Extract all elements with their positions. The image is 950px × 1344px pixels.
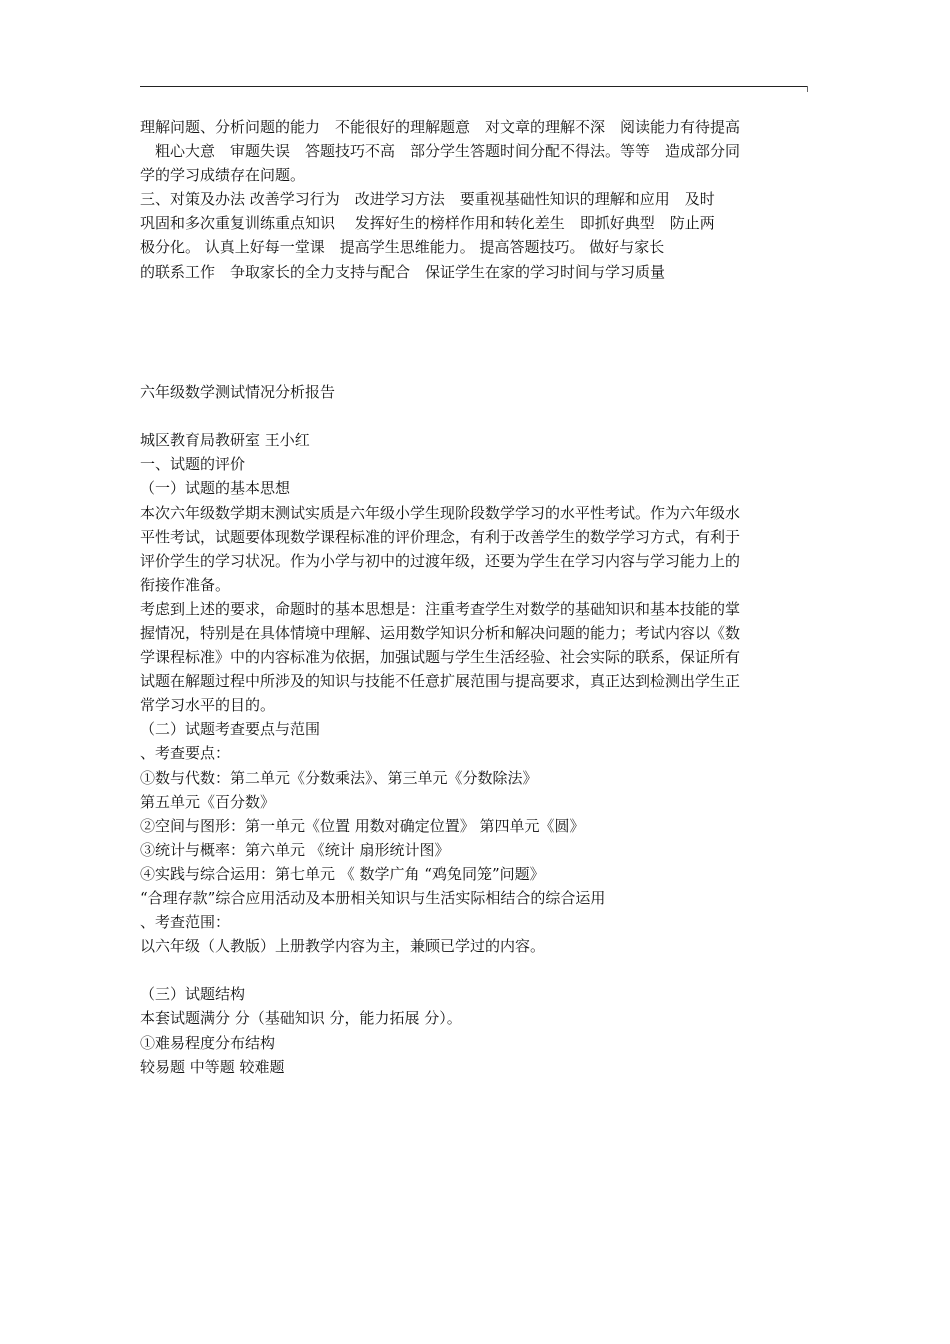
blank-line [140,1103,812,1127]
subsection-heading: （三）试题结构 [140,985,246,1004]
subsection-heading: （一）试题的基本思想 [140,479,291,498]
text-line: 本次六年级数学期末测试实质是六年级小学生现阶段数学学习的水平性考试。作为六年级水 [140,503,741,522]
list-item: “合理存款”综合应用活动及本册相关知识与生活实际相结合的综合运用 [140,889,606,907]
blank-line [140,332,812,356]
author-line: 城区教育局教研室 王小红 [140,431,310,450]
subsection-heading: （二）试题考查要点与范围 [140,720,321,739]
text-line: 较易题 中等题 较难题 [140,1057,285,1076]
list-heading: 、考查要点： [140,744,231,763]
blank-line [140,356,812,380]
text-line: 的联系工作 争取家长的全力支持与配合 保证学生在家的学习时间与学习质量 [140,262,666,281]
blank-line [140,1151,812,1175]
text-line: 考虑到上述的要求，命题时的基本思想是：注重考查学生对数学的基础知识和基本技能的掌 [140,599,741,618]
list-item: ②空间与图形：第一单元《位置 用数对确定位置》 第四单元《圆》 [140,816,585,835]
list-item: ①数与代数：第二单元《分数乘法》、第三单元《分数除法》 [140,768,538,787]
blank-line [140,404,812,428]
text-line: 常学习水平的目的。 [140,696,276,715]
text-line: 理解问题、分析问题的能力 不能很好的理解题意 对文章的理解不深 阅读能力有待提高 [140,118,741,136]
text-line: 学的学习成绩存在问题。 [140,166,306,185]
text-line: 试题在解题过程中所涉及的知识与技能不任意扩展范围与提高要求，真正达到检测出学生正 [140,672,741,691]
list-item: 第五单元《百分数》 [140,792,276,811]
blank-line [140,958,812,982]
document-body [140,115,812,1175]
header-rule [140,86,807,87]
text-line: 学课程标准》中的内容标准为依据，加强试题与学生生活经验、社会实际的联系，保证所有 [140,648,741,667]
text-line: 评价学生的学习状况。作为小学与初中的过渡年级，还要为学生在学习内容与学习能力上的 [140,551,741,570]
report-title: 六年级数学测试情况分析报告 [140,383,336,402]
blank-line [140,1127,812,1151]
text-line: 极分化。 认真上好每一堂课 提高学生思维能力。 提高答题技巧。 做好与家长 [140,238,665,257]
section-heading: 一、试题的评价 [140,455,246,474]
header-rule-tick [807,86,808,92]
text-line: 本套试题满分 分（基础知识 分，能力拓展 分）。 [140,1009,462,1028]
blank-line [140,308,812,332]
text-line: 巩固和多次重复训练重点知识 发挥好生的榜样作用和转化差生 即抓好典型 防止两 [140,214,715,233]
blank-line [140,284,812,308]
list-item: ①难易程度分布结构 [140,1033,276,1052]
section-heading: 三、对策及办法 改善学习行为 改进学习方法 要重视基础性知识的理解和应用 及时 [140,190,715,209]
text-line: 以六年级（人教版）上册教学内容为主，兼顾已学过的内容。 [140,937,546,956]
list-item: ③统计与概率：第六单元 《统计 扇形统计图》 [140,840,450,859]
list-heading: 、考查范围： [140,913,231,932]
text-line: 平性考试，试题要体现数学课程标准的评价理念，有利于改善学生的数学学习方式，有利于 [140,527,741,546]
text-line: 粗心大意 审题失误 答题技巧不高 部分学生答题时间分配不得法。等等 造成部分同 [140,142,741,161]
list-item: ④实践与综合运用：第七单元 《 数学广角 “鸡兔同笼”问题》 [140,864,545,883]
blank-line [140,1079,812,1103]
text-line: 握情况，特别是在具体情境中理解、运用数学知识分析和解决问题的能力；考试内容以《数 [140,623,741,642]
text-line: 衔接作准备。 [140,575,231,594]
